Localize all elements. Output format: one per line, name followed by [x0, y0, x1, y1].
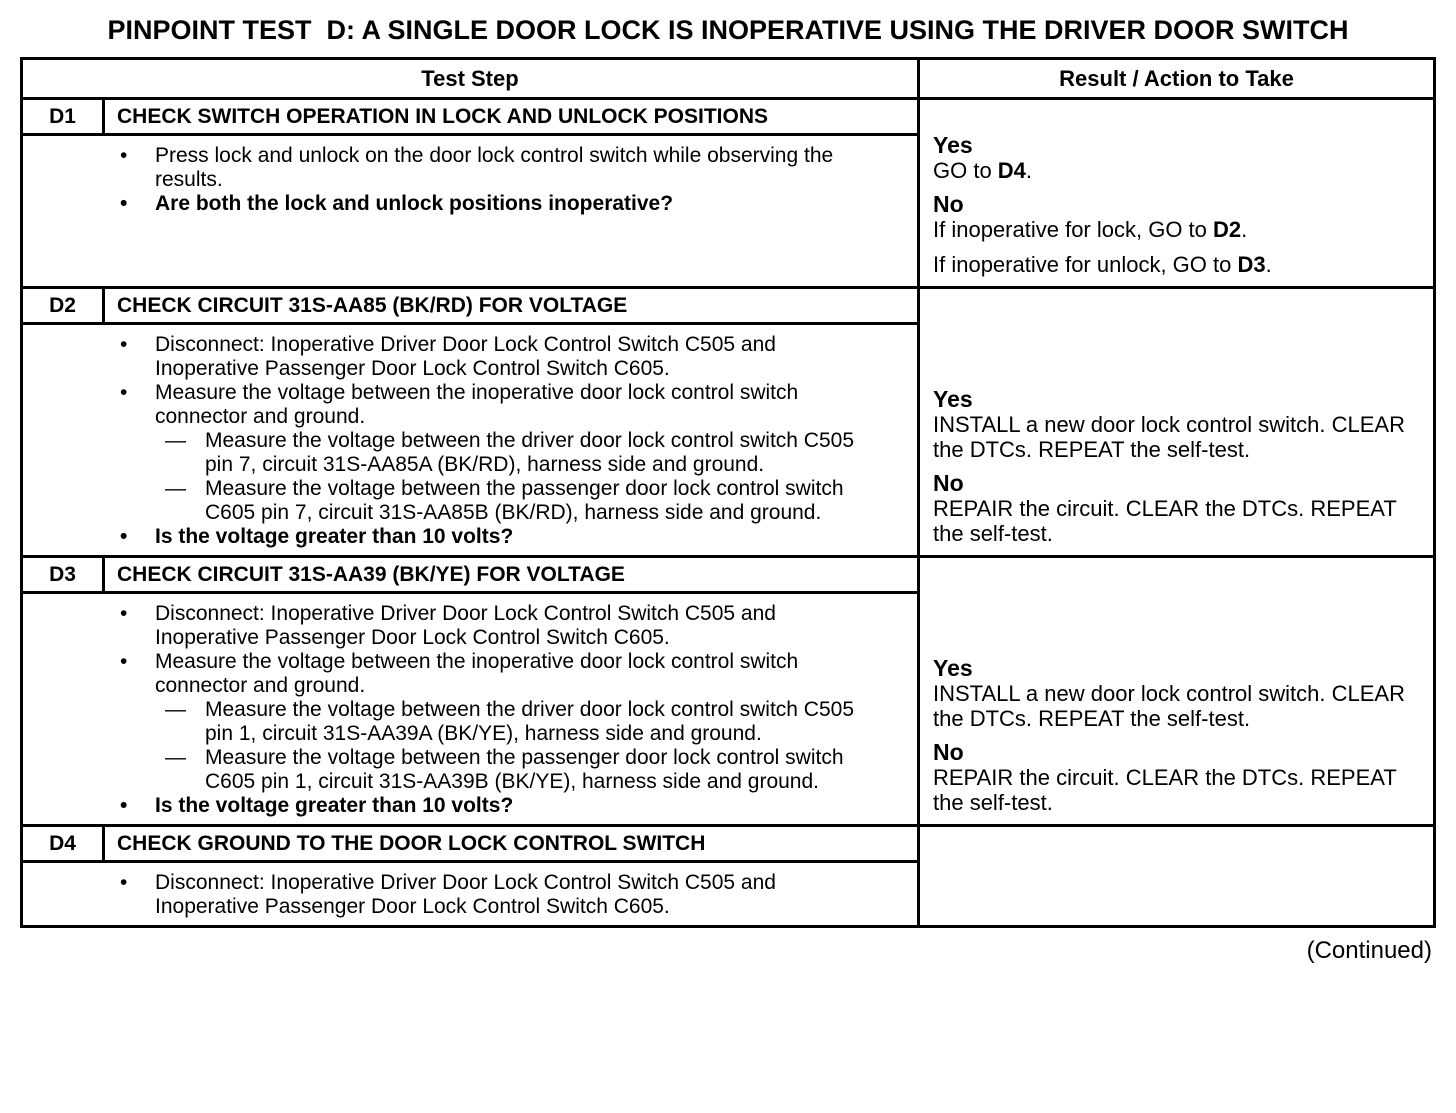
- action-text: Measure the voltage between the driver door lock control switch C505 pin 1, circuit 31S-AA39A (BK/YE), harness side and ground.: [205, 698, 855, 745]
- verdict-label: Yes: [933, 386, 973, 412]
- step-actions: [23, 863, 917, 925]
- result-text-segment: GO to: [933, 158, 998, 183]
- action-text: Measure the voltage between the inoperative door lock control switch connector and ground.: [155, 650, 799, 697]
- result-text-segment: .: [1025, 158, 1033, 183]
- result-text-segment: D2: [1213, 217, 1242, 242]
- action-item: [120, 871, 867, 919]
- continued-label: (Continued): [1306, 937, 1432, 964]
- page-title: PINPOINT TEST D: A SINGLE DOOR LOCK IS INOPERATIVE USING THE DRIVER DOOR SWITCH: [107, 15, 1349, 45]
- document-page: [0, 15, 1456, 1113]
- step-title: CHECK CIRCUIT 31S-AA39 (BK/YE) FOR VOLTAGE: [117, 563, 625, 586]
- result-text: [933, 765, 1423, 815]
- pinpoint-table-body: [23, 97, 1433, 925]
- step-title: CHECK CIRCUIT 31S-AA85 (BK/RD) FOR VOLTAGE: [117, 294, 628, 317]
- action-item: [120, 650, 867, 698]
- test-step-row: [23, 824, 1433, 925]
- action-text: Press lock and unlock on the door lock control switch while observing the results.: [155, 144, 834, 191]
- step-header: [23, 100, 917, 136]
- result-text-segment: If inoperative for lock, GO to: [933, 217, 1214, 242]
- action-text: Are both the lock and unlock positions inoperative?: [155, 192, 674, 215]
- bullet-icon: •: [120, 602, 128, 625]
- result-text: [933, 158, 1423, 183]
- step-title: CHECK GROUND TO THE DOOR LOCK CONTROL SWITCH: [117, 832, 706, 855]
- test-step-cell: [23, 100, 920, 286]
- verdict-label: Yes: [933, 132, 973, 158]
- result-text-segment: REPAIR the circuit. CLEAR the DTCs. REPEAT the self-test.: [933, 765, 1397, 815]
- result-text-segment: D3: [1237, 252, 1266, 277]
- result-text-segment: INSTALL a new door lock control switch. CLEAR the DTCs. REPEAT the self-test.: [933, 681, 1405, 731]
- action-item: [120, 477, 867, 525]
- bullet-icon: •: [120, 144, 128, 167]
- step-id-label: D1: [23, 100, 105, 133]
- test-step-row: [23, 97, 1433, 286]
- action-text: Disconnect: Inoperative Driver Door Lock Control Switch C505 and Inoperative Passenger Door Lock Control Switch C605.: [155, 333, 776, 380]
- result-text: [933, 412, 1423, 462]
- action-item: [120, 429, 867, 477]
- action-item: [120, 698, 867, 746]
- action-item: [120, 333, 867, 381]
- verdict-label: No: [933, 191, 964, 217]
- dash-icon: —: [165, 429, 186, 452]
- result-text-segment: INSTALL a new door lock control switch. CLEAR the DTCs. REPEAT the self-test.: [933, 412, 1405, 462]
- bullet-icon: •: [120, 525, 128, 548]
- action-text: Disconnect: Inoperative Driver Door Lock Control Switch C505 and Inoperative Passenger Door Lock Control Switch C605.: [155, 602, 776, 649]
- result-text-segment: REPAIR the circuit. CLEAR the DTCs. REPEAT the self-test.: [933, 496, 1397, 546]
- dash-icon: —: [165, 477, 186, 500]
- step-title: CHECK SWITCH OPERATION IN LOCK AND UNLOCK POSITIONS: [117, 105, 768, 128]
- action-item: [120, 381, 867, 429]
- action-item: [120, 192, 867, 216]
- dash-icon: —: [165, 698, 186, 721]
- step-header: [23, 827, 917, 863]
- step-actions: [23, 136, 917, 286]
- bullet-icon: •: [120, 192, 128, 215]
- pinpoint-test-table: [20, 57, 1436, 928]
- action-text: Is the voltage greater than 10 volts?: [155, 794, 514, 817]
- test-step-row: [23, 286, 1433, 555]
- step-id-label: D2: [23, 289, 105, 322]
- bullet-icon: •: [120, 381, 128, 404]
- action-text: Measure the voltage between the driver door lock control switch C505 pin 7, circuit 31S-AA85A (BK/RD), harness side and ground.: [205, 429, 855, 476]
- bullet-icon: •: [120, 871, 128, 894]
- step-actions: [23, 594, 917, 824]
- action-text: Disconnect: Inoperative Driver Door Lock Control Switch C505 and Inoperative Passenger Door Lock Control Switch C605.: [155, 871, 776, 918]
- column-header-result: Result / Action to Take: [1059, 66, 1294, 91]
- table-header-row: [23, 60, 1433, 97]
- dash-icon: —: [165, 746, 186, 769]
- test-step-cell: [23, 289, 920, 555]
- test-step-row: [23, 555, 1433, 824]
- action-text: Measure the voltage between the passenger door lock control switch C605 pin 7, circuit 31S-AA85B (BK/RD), harness side and ground.: [205, 477, 844, 524]
- verdict-label: No: [933, 739, 964, 765]
- action-item: [120, 602, 867, 650]
- step-id-label: D3: [23, 558, 105, 591]
- bullet-icon: •: [120, 650, 128, 673]
- step-id-label: D4: [23, 827, 105, 860]
- verdict-label: No: [933, 470, 964, 496]
- result-text-segment: .: [1241, 217, 1248, 242]
- result-text-segment: .: [1265, 252, 1272, 277]
- action-item: [120, 525, 867, 549]
- action-text: Measure the voltage between the inoperative door lock control switch connector and ground.: [155, 381, 799, 428]
- action-item: [120, 794, 867, 818]
- result-text-segment: D4: [997, 158, 1026, 183]
- result-cell: [920, 289, 1433, 555]
- result-cell: [920, 827, 1433, 925]
- result-text: [933, 496, 1423, 546]
- action-item: [120, 144, 867, 192]
- result-text: [933, 217, 1423, 242]
- step-header: [23, 289, 917, 325]
- step-header: [23, 558, 917, 594]
- verdict-label: Yes: [933, 655, 973, 681]
- bullet-icon: •: [120, 333, 128, 356]
- action-text: Is the voltage greater than 10 volts?: [155, 525, 514, 548]
- result-cell: [920, 100, 1433, 286]
- result-text-segment: If inoperative for unlock, GO to: [933, 252, 1238, 277]
- test-step-cell: [23, 827, 920, 925]
- bullet-icon: •: [120, 794, 128, 817]
- result-cell: [920, 558, 1433, 824]
- column-header-test-step: Test Step: [23, 60, 920, 97]
- action-text: Measure the voltage between the passenger door lock control switch C605 pin 1, circuit 31S-AA39B (BK/YE), harness side and ground.: [205, 746, 844, 793]
- test-step-cell: [23, 558, 920, 824]
- action-item: [120, 746, 867, 794]
- result-text: [933, 681, 1423, 731]
- result-text: [933, 252, 1423, 277]
- step-actions: [23, 325, 917, 555]
